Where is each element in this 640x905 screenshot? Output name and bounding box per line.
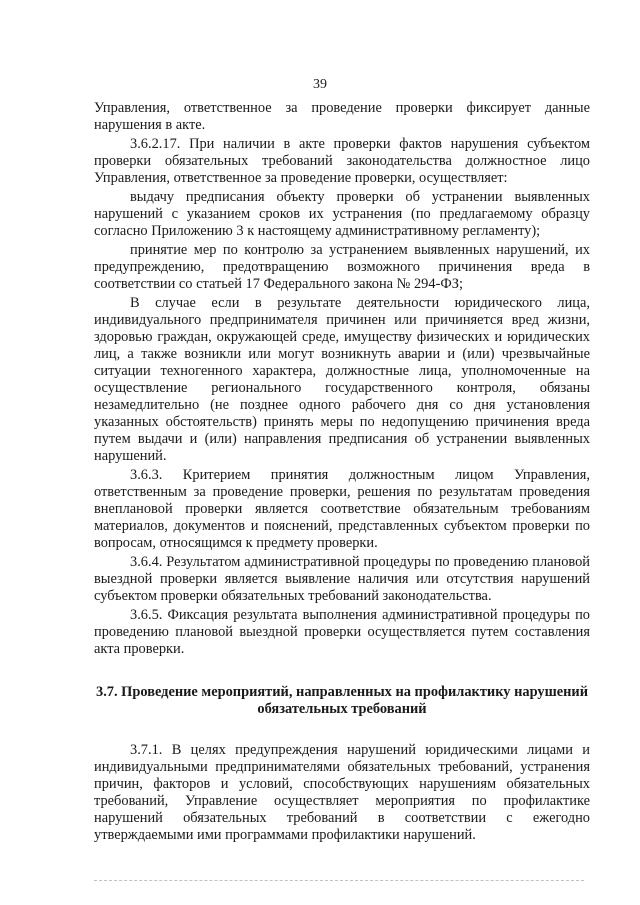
paragraph-3-7-1: 3.7.1. В целях предупреждения нарушений юридическими лицами и индивидуальными предпринимателями обязательных требований, устранения причин, факторов и условий, способствующих нарушениям обязательных требований, Управление осуществляет мероприятия по профилактике нарушений обязательных требований в соответствии с ежегодно утверждаемыми ими программами профилактики нарушений. xyxy=(94,742,590,843)
paragraph-3-6-4: 3.6.4. Результатом административной процедуры по проведению плановой выездной проверки является выявление наличия или отсутствия нарушений субъектом проверки обязательных требований законодательства. xyxy=(94,554,590,604)
paragraph-3-6-2-17: 3.6.2.17. При наличии в акте проверки фактов нарушения субъектом проверки обязательных требований законодательства должностное лицо Управления, ответственное за проведение проверки, осуществляет: xyxy=(94,136,590,186)
paragraph-issue-order: выдачу предписания объекту проверки об устранении выявленных нарушений с указанием сроков их устранения (по предлагаемому образцу согласно Приложению 3 к настоящему административному регламенту); xyxy=(94,189,590,239)
paragraph-3-6-5: 3.6.5. Фиксация результата выполнения административной процедуры по проведению плановой выездной проверки осуществляется путем составления акта проверки. xyxy=(94,607,590,657)
paragraph-continuation: Управления, ответственное за проведение проверки фиксирует данные нарушения в акте. xyxy=(94,100,590,133)
paragraph-3-6-3: 3.6.3. Критерием принятия должностным лицом Управления, ответственным за проведение проверки, решения по результатам проведения внеплановой проверки является соответствие обязательным требованиям материалов, документов и пояснений, представленных субъектом проверки по вопросам, относящимся к предмету проверки. xyxy=(94,467,590,551)
paragraph-harm-case: В случае если в результате деятельности юридического лица, индивидуального предпринимателя причинен или причиняется вред жизни, здоровью граждан, окружающей среде, имуществу физических и юридических лиц, а также возникли или могут возникнуть аварии и (или) чрезвычайные ситуации техногенного характера, должностные лица, уполномоченные на осуществление регионального государственного контроля, обязаны незамедлительно (не позднее одного рабочего дня со дня установления указанных обстоятельств) принять меры по недопущению причинения вреда путем выдачи и (или) направления предписания об устранении выявленных нарушений. xyxy=(94,295,590,464)
paragraph-control-measures: принятие мер по контролю за устранением выявленных нарушений, их предупреждению, предотвращению возможного причинения вреда в соответствии со статьей 17 Федерального закона № 294-ФЗ; xyxy=(94,242,590,292)
document-body xyxy=(94,100,590,846)
page-number: 39 xyxy=(313,77,327,92)
footer-scan-line xyxy=(94,880,584,881)
section-heading-3-7: 3.7. Проведение мероприятий, направленных на профилактику нарушений обязательных требований xyxy=(96,684,588,717)
